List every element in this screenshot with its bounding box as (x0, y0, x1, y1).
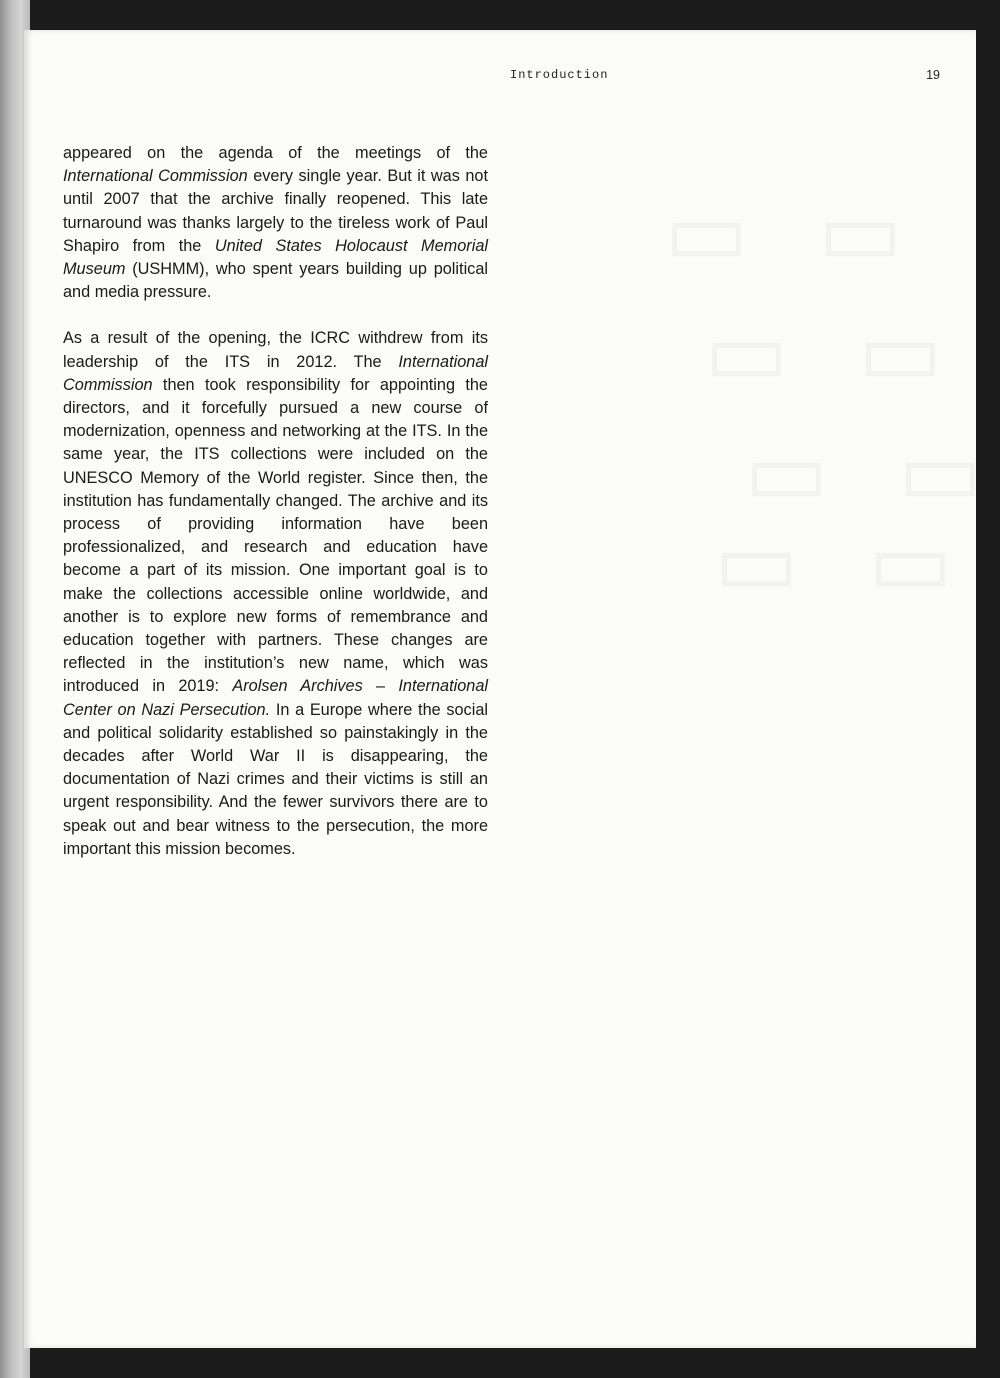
text-segment: every single year. But it was not until 2007 that the archive finally reopened. This late turnaround was thanks largely to the tireless work of Paul Shapiro from the (63, 167, 489, 255)
text-segment: In a Europe where the social and political solidarity established so painstakingly in the decades after World War II is disappearing, the documentation of Nazi crimes and their victims is still an urgent responsibility. And the fewer survivors there are to speak out and bear witness to the persecution, the more important this mission becomes. (63, 700, 488, 858)
show-through-decoration (714, 510, 1000, 615)
body-text (63, 142, 488, 861)
italic-text-segment: International Commission (63, 352, 488, 394)
show-through-decoration (744, 420, 1000, 525)
paragraph (63, 142, 488, 304)
text-segment: then took responsibility for appointing the directors, and it forcefully pursued a new course of modernization, openness and networking at the ITS. In the same year, the ITS collections were included on the UNESCO Memory of the World register. Since then, the institution has fundamentally changed. The archive and its process of providing information have been professionalized, and research and education have become a part of its mission. One important goal is to make the collections accessible online worldwide, and another is to explore new forms of remembrance and education together with partners. These changes are reflected in the institution’s new name, which was introduced in 2019: (63, 375, 488, 696)
document-page (24, 30, 976, 1348)
show-through-decoration (704, 300, 1000, 405)
running-head: Introduction (510, 68, 609, 82)
text-segment: As a result of the opening, the ICRC withdrew from its leadership of the ITS in 2012. The (63, 329, 488, 371)
page-number: 19 (926, 68, 940, 82)
italic-text-segment: Arolsen Archives – International Center on Nazi Persecution. (63, 677, 488, 719)
italic-text-segment: United States Holocaust Memorial Museum (63, 236, 488, 279)
show-through-decoration (664, 180, 1000, 285)
paragraph (63, 327, 488, 861)
italic-text-segment: International Commission (63, 167, 248, 186)
text-segment: appeared on the agenda of the meetings of the (63, 144, 488, 162)
text-segment: (USHMM), who spent years building up political and media pressure. (63, 260, 488, 302)
